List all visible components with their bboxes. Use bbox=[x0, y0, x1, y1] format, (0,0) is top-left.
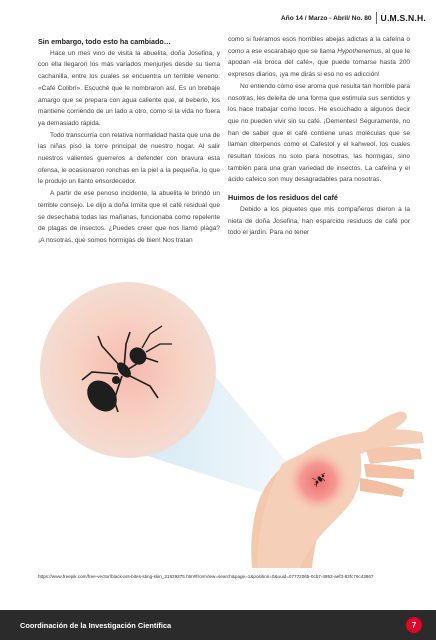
hand-icon bbox=[251, 412, 424, 568]
paragraph-3: A partir de ese penoso incidente, la abuelita le brindó un terrible consejo. Le dijo a doña Irmita que el café residual que se desechaba todas las mañanas, funcionaba como repelente de plagas de insectos. ¿Puedes creer que nos llamó plaga? ¡A nosotras, que somos hormigas de bien! Nos tratan bbox=[38, 190, 220, 244]
column-left bbox=[38, 34, 220, 266]
paragraph-4 bbox=[228, 34, 410, 81]
section-heading-1: Sin embargo, todo esto ha cambiado… bbox=[38, 37, 171, 46]
paragraph-4-part-b: , al que le apodan «la broca del café», que puede tomarse hasta 200 expresos diarios, ¡ya me dirás si eso no es adicción! bbox=[228, 47, 411, 79]
page-header bbox=[281, 11, 426, 25]
page-footer bbox=[0, 610, 436, 640]
page-number: 7 bbox=[406, 617, 422, 633]
zoom-circle bbox=[40, 282, 216, 458]
footer-title: Coordinación de la Investigación Científica bbox=[20, 620, 172, 630]
header-divider bbox=[376, 12, 377, 24]
paragraph-1: Hace un mes vino de visita la abuelita, doña Josefina, y con ella llegaron los más variados menjurjes desde su tierra cachanilla, entre los cuales se encuentra un terrible veneno: «Café Colibrí». Escuché que le nombraron así. Es un brebaje amargo que se prepara con agua caliente que, al beberlo, los mantiene corriendo de un lado a otro, como si la vida no fuera ya demasiado rápida. bbox=[38, 49, 220, 127]
section-heading-2: Huimos de los residuos del café bbox=[228, 193, 338, 203]
ant-bite-on-hand-illustration bbox=[20, 268, 436, 573]
species-name: Hypothenemus bbox=[337, 47, 382, 55]
image-credit-link[interactable]: https://www.freepik.com/free-vector/black-ant-bites-sting-skin_31829375.htm#fromView=search&page=1&position=0&uuid=07772065-0cb7-4953-aef3-83fc76c43867 bbox=[38, 574, 374, 579]
paragraph-4-part-a: como si fuéramos esos horribles abejas adictas a la cafeína o como a ese escarabajo que se llama bbox=[228, 36, 410, 55]
paragraph-2: Todo transcurría con relativa normalidad hasta que una de las niñas pisó la torre principal de nuestro hogar. Al salir nuestros valientes guerreros a defender con bravura esta ofensa, le ocasionaron ronchas en la piel a la pequeña, lo que le produjo un llanto ensordecedor. bbox=[38, 131, 220, 186]
illustration-svg bbox=[20, 268, 436, 573]
paragraph-6: Debido a los piquetes que mis compañeros dieron a la nieta de doña Josefina, han esparcido residuos de café por todo el jardín. Para no tener bbox=[228, 205, 410, 237]
bite-mark-icon bbox=[286, 449, 350, 513]
column-right bbox=[228, 34, 410, 266]
issue-info: Año 14 / Marzo - Abril/ No. 80 bbox=[280, 14, 372, 22]
paragraph-5: No entiendo cómo ese aroma que resulta tan horrible para nosotras, les deleita de una forma que estimula sus sentidos y los hace trabajar como locos. He escuchado a algunos decir que no pueden vivir sin su café. ¡Dementes! Seguramente, no han de saber que el café contiene unas moléculas que se llaman diterpenos como el Cafestol y el kahweol, los cuales resultan tóxicos no solo para nosotras, las hormigas, sino también para una gran variedad de insectos. La cafeína y el ácido cafeico son muy desagradables para nosotras. bbox=[228, 82, 410, 184]
institution-name: U.M.S.N.H. bbox=[380, 13, 426, 23]
article-body bbox=[38, 34, 410, 266]
